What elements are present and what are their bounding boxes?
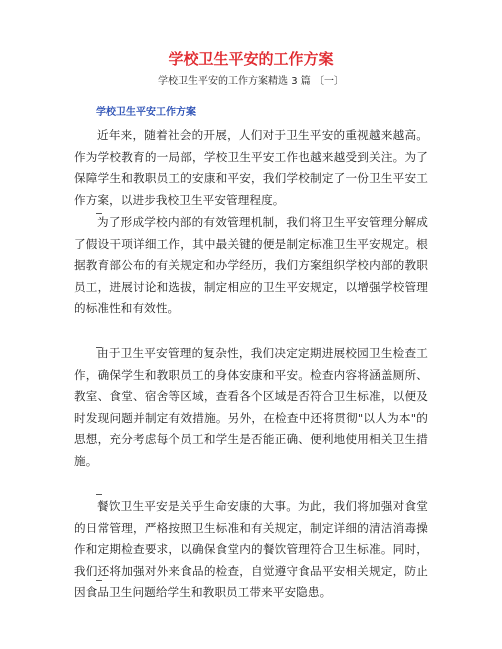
- paragraph-1: 近年来，随着社会的开展，人们对于卫生平安的重视越来越高。作为学校教育的一局部，学校卫生平安工作也越来越受到关注。为了保障学生和教职员工的安康和平安，我们学校制定了一份卫生平安工作方案，以进步我校卫生平安管理程度。: [74, 128, 428, 207]
- paragraph-marker: [96, 494, 102, 495]
- paragraph-2: 为了形成学校内部的有效管理机制，我们将卫生平安管理分解成了假设干项详细工作，其中最关键的便是制定标准卫生平安规定。根据教育部公布的有关规定和办学经历，我们方案组织学校内部的教职员工，进展讨论和选拔，制定相应的卫生平安规定，以增强学校管理的标准性和有效性。: [74, 215, 428, 316]
- paragraph-3: 由于卫生平安管理的复杂性，我们决定定期进展校园卫生检查工作，确保学生和教职员工的身体安康和平安。检查内容将涵盖厕所、教室、食堂、宿舍等区域，查看各个区域是否符合卫生标准，以便及时发现问题并制定有效措施。另外，在检查中还将贯彻"以人为本"的思想，充分考虑每个员工和学生是否能正确、便利地使用相关卫生措施。: [74, 346, 428, 468]
- document-title: 学校卫生平安的工作方案: [168, 50, 334, 68]
- document-subtitle: 学校卫生平安的工作方案精选 3 篇 〔一〕: [158, 76, 344, 87]
- paragraph-4: 餐饮卫生平安是关乎生命安康的大事。为此，我们将加强对食堂的日常管理，严格按照卫生标准和有关规定，制定详细的清洁消毒操作和定期检查要求，以确保食堂内的餐饮管理符合卫生标准。同时，我们还将加强对外来食品的检查，自觉遵守食品平安相关规定，防止因食品卫生问题给学生和教职员工带来平安隐患。: [74, 499, 428, 600]
- paragraph-marker: [96, 580, 102, 581]
- section-heading: 学校卫生平安工作方案: [96, 107, 196, 118]
